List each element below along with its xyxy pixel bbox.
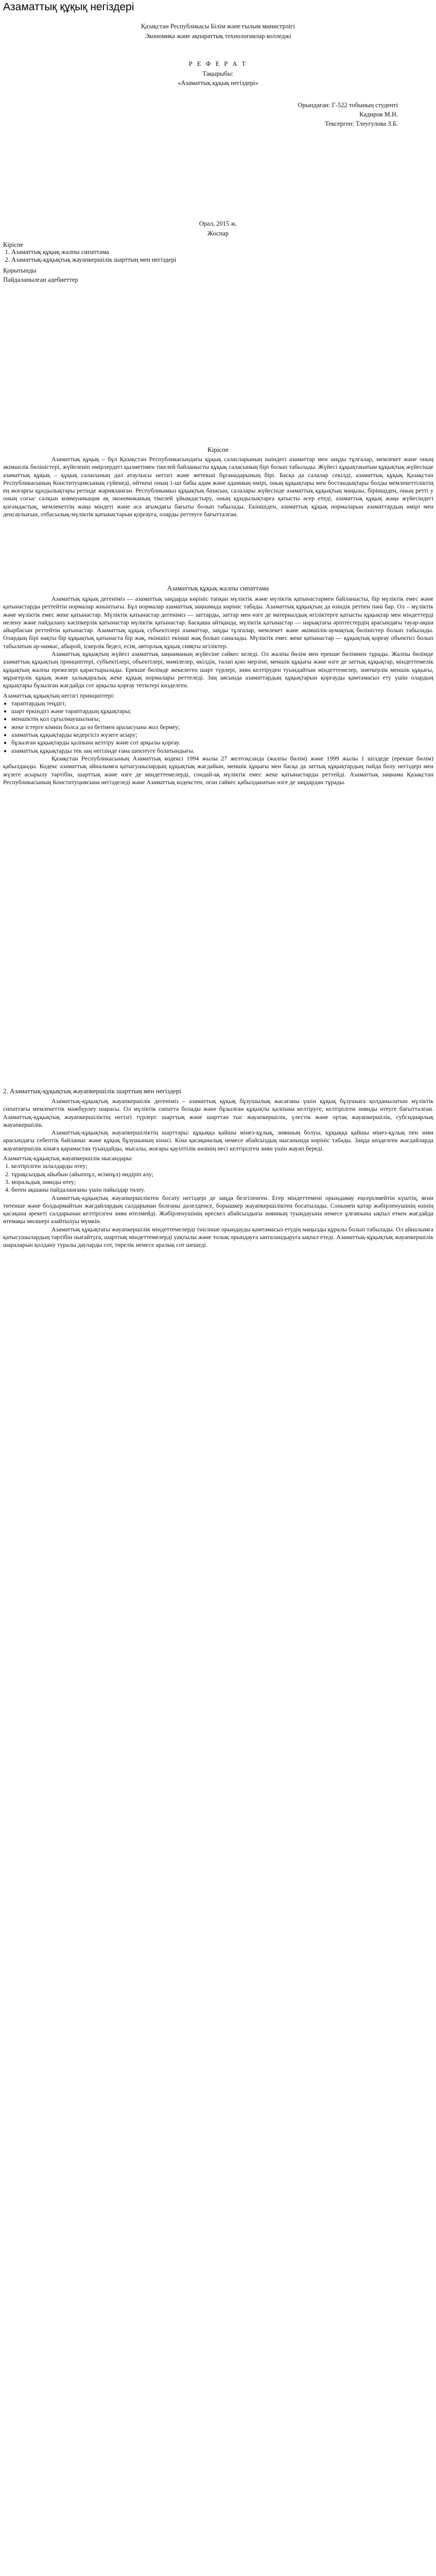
types-list: [3, 1162, 433, 1194]
city-year: Орал, 2015 ж.: [199, 220, 237, 227]
rights-list: [3, 700, 433, 755]
rights-intro: Азаматтық құқықтың негізгі принциптері:: [3, 691, 115, 699]
theme-title: «Азаматтық құқық негіздері»: [178, 79, 258, 87]
paragraph: Азаматтық құқықтағы жауапкершілік міндеттемелерді тиісінше орындауды қамтамасыз етудің маңызды құралы болып табылады. Ол айналымға қатысушылардың тәртібін нығайтуға, шарттық міндеттемелерді уақтылы және толық орындауға ынталандыруға ықпал етеді. Азаматтық-құқықтық жауапкершілік шараларын қолдану туралы дауларды сот, төрелік немесе аралық сот шешеді.: [3, 1225, 433, 1249]
author-name: Кадиров М.Н.: [359, 111, 398, 118]
section1-heading: Азаматтық құқық жалпы сипаттама: [167, 584, 269, 592]
paragraph: Азаматтық-құқықтық жауапкершілік дегеніміз – азаматтық құқық бұзушылық жасағаны үшін құқық бұзушыға қолданылатын мүліктік сипаттағы мемлекеттік мәжбүрлеу шарасы. Ол мүліктік сипатта болады және бұзылған құқықты қалпына келтіруге, келтірілген зиянды өтеуге бағытталған. Азаматтық-құқықтық жауапкершіліктің негізгі түрлері: шарттық және шарттан тыс жауапкершілік, үлестік және ортақ жауапкершілік, субсидиарлық жауапкершілік.: [3, 1097, 433, 1128]
checker-line: Тексерген: Тлеуғулова З.Б.: [325, 120, 398, 127]
section2-body: [3, 1097, 433, 1249]
section1-body: [3, 595, 433, 786]
plan-item: 1. Азаматтық құқық жалпы сипаттама: [11, 248, 176, 256]
list-item: 1. келтірілген залалдарды өтеу;: [11, 1162, 433, 1170]
work-type: Р Е Ф Е Р А Т: [188, 60, 248, 67]
list-item: • тараптардың теңдігі;: [11, 700, 433, 707]
plan-title: Жоспар: [207, 230, 229, 237]
plan-refs: Пайдаланылған әдебиеттер: [3, 276, 78, 283]
paragraph: Азаматтық құқық – бұл Қазақстан Республикасындағы құқық саласларының ішіндегі азаматтар мен заңды тұлғалар, мемлекет және оның әкімшілік бөліністері, жүйеленіп өмірлердегі қызметімен тікелей байланысты құқық саласының бірі болып табылады. Жүйесі құқықтанатын құқықтық жүйесінде азаматтық құқық – құқық саласының дәл атаулысы негізгі және жетекші бұғанадарының бірі. Басқа да салалар секілді, азаматтық құқық Қазақстан Республикасының Конституциясының сүйенеді, өйткені оның 1-ші бабы адам және адамның өмірі, оның құқықтары мен бостандықтары болды мемлекеттіліктің ең жоғарғы құндылықтары ретінде жарияланған. Республикамыз құқықтық базасын, салалары жүйесінде азаматтық құқықтың маңызы, бірінщіден, оның ретті у оның соғыс салқын коммуникация ақ экономиканың тікелей ұйымдастыру, оның құндылықтарға қатысты әсер етеді, азаматтық құқық жаңа жүйесіндегі қоғамдастық, мемлекеттің жаңа міндеті және аса ағымдағы бағыты болып табылады. Екіншіден, азаматтық құқық нормаларын азаматтардың өмірі мен денсаулығын, отбасылық-мүліктік қатынастарын қорғауға, оларды реттеуге бағытталған.: [3, 455, 433, 518]
list-item: 2. тұрақсыздық айыбын (айыппұл, өсімпұл) өндіріп алу;: [11, 1171, 433, 1178]
list-item: • шарт еркіндігі және тараптардың құқықтары;: [11, 707, 433, 715]
intro-body: [3, 455, 433, 518]
intro-heading: Кіріспе: [207, 446, 229, 453]
list-item: 3. моральдық зиянды өтеу;: [11, 1178, 433, 1186]
plan-intro: Кіріспе: [3, 241, 24, 248]
list-item: • азаматтық құқықтарды кедергісіз жүзеге асыру;: [11, 731, 433, 739]
college-line: Экономика және ақпараттық технологиялар колледжі: [145, 32, 291, 40]
paragraph: Қазақстан Республикасының Азаматтық кодексі 1994 жылы 27 желтоқсанда (жалпы бөлім) және 1999 жылы 1 шілдеде (ерекше бөлім) қабылданды. Кодекс азаматтық айналымға қатысушылардың құқықтық жағдайын, меншік құқығы мен басқа да заттық құқықтардың пайда болу негіздері мен жүзеге асырылу тәртібін, шарттық және өзге де міндеттемелерді, сондай-ақ мүліктік емес жеке қатынастарды реттейді. Азаматтық заңнама Қазақстан Республикасының Конституциясына негізделеді және Азаматтық кодекстен, оған сәйкес қабылданатын өзге де заңдардан тұрады.: [3, 754, 433, 786]
paragraph: Азаматтық-құқықтық жауапкершіліктен босату негіздері де заңда белгіленген. Егер міндеттемені орындамау еңсерілмейтін күштің, яғни төтенше және болдырмайтын жағдайлардың салдарынан болғаны дәлелденсе, борышкер жауапкершіліктен босатылады. Сонымен қатар жәбірленушінің өзінің қасақана әрекеті салдарынан келтірілген зиян өтелмейді. Жәбірленушінің өрескел абайсыздығы зиянның туындауына немесе ұлғаюына ықпал еткен жағдайда өтемақы мөлшері азайтылуы мүмкін.: [3, 1194, 433, 1225]
paragraph: Азаматтық-құқықтық жауапкершіліктің шарттары: құқыққа қайшы мінез-құлық, зиянның болуы, құқыққа қайшы мінез-құлық пен зиян арасындағы себептік байланыс және құқық бұзушының кінәсі. Кінә қасақаналық немесе абайсыздық нысанында көрініс табады. Заңда көзделген жағдайларда жауапкершілік кінәға қарамастан туындайды, мысалы, жоғары қауіптілік көзінің иесі келтірілген зиян үшін жауап береді.: [3, 1129, 433, 1152]
paragraph: Азаматтық құқық дегеніміз — азаматтық заңдарда көрініс тапқан мүліктік және мүліктік қатынастармен байланысты, бір мүліктік емес және қатынастарды реттейтін нормалар жиынтығы. Бұл нормалар азаматтық заңнамада көрініс табады. Азаматтық құқықтың да өзіндік ретпен пәні бар. Ол – мүліктік және мүліктік емес жеке қатынастар. Мүліктік қатынастар дегеніміз — заттарды, заттар мен өзге де материалдық игіліктерге қатысты құқықтар мен міндеттерді иелену және пайдалану кәсіпкерлік қатынастар мүліктік қатынастар. Басқаша айтқанда, мүліктік қатынастар — нарықтағы әріптестердің арасындағы тауар-ақша айырбасын реттейтін қатынастар. Азаматтық құқық субъектілері азаматтар, заңды тұлғалар, мемлекет және әкімшілік-аумақтық бөліністер болып табылады. Олардың бірі нақты бір құқықтық қатынаста бір жақ, екіншісі екінші жақ болып саналады. Мүліктік емес жеке қатынастар — құқықтық қорғау объектісі болып табылатын ар-намыс, абырой, іскерлік бедел, есім, авторлық құқық сияқты игіліктер.: [3, 595, 433, 650]
document-title: Азаматтық құқық негіздері: [3, 1, 134, 13]
section2-heading: 2. Азаматтық-құқықтық жауапкершілік шарттың мен негіздері: [3, 1087, 181, 1095]
plan-list: [3, 248, 176, 264]
list-item: • азаматтық құқықтарды тек заң негізінде ғана шектеуге болатындығы.: [11, 747, 433, 755]
list-item: 4. бөтен ақшаны пайдаланғаны үшін пайыздар төлеу.: [11, 1186, 433, 1194]
list-item: • бұзылған құқықтарды қалпына келтіру және сот арқылы қорғау.: [11, 739, 433, 747]
types-intro: Азаматтық-құқықтық жауапкершілік нысандары:: [3, 1155, 133, 1162]
theme-label: Тақырыбы:: [202, 70, 234, 77]
plan-item: 2. Азаматтық-құқықтық жауапкершілік шарттың мен негіздері: [11, 256, 176, 264]
author-line: Орындаған: Г-522 тобының студенті: [298, 101, 398, 109]
list-item: • жеке істерге кімнің болса да өз бетімен араласуына жол бермеу;: [11, 723, 433, 731]
list-item: • меншіктің қол сұғылмаушылығы;: [11, 715, 433, 723]
ministry-line: Қазақстан Республикасы Білім және ғылым министрлігі: [141, 23, 295, 30]
paragraph: Азаматтық құқықтың жүйесі азаматтық заңнаманың жүйесіне сәйкес келеді. Ол жалпы бөлім мен ерекше бөлімнен тұрады. Жалпы бөлімде азаматтық құқықтың принциптері, субъектілері, объектілері, мәмілелер, өкілдік, талап қою мерзімі, меншік құқығы және өзге де заттық құқықтар, міндеттемелік құқықтың жалпы ережелері қарастырылады. Ерекше бөлімде жекелеген шарт түрлері, зиян келтіруден туындайтын міндеттемелер, зияткерлік меншік құқығы, мұрагерлік құқық және халықаралық жеке құқық нормалары реттеледі. Заң аясында азаматтардың құқықтарын қорғауды қамтамасыз ету үшін олардың құқықтары бұзылған жағдайда сот арқылы қорғау тетіктері көзделген.: [3, 650, 433, 689]
plan-conclusion: Қорытынды: [3, 267, 37, 274]
